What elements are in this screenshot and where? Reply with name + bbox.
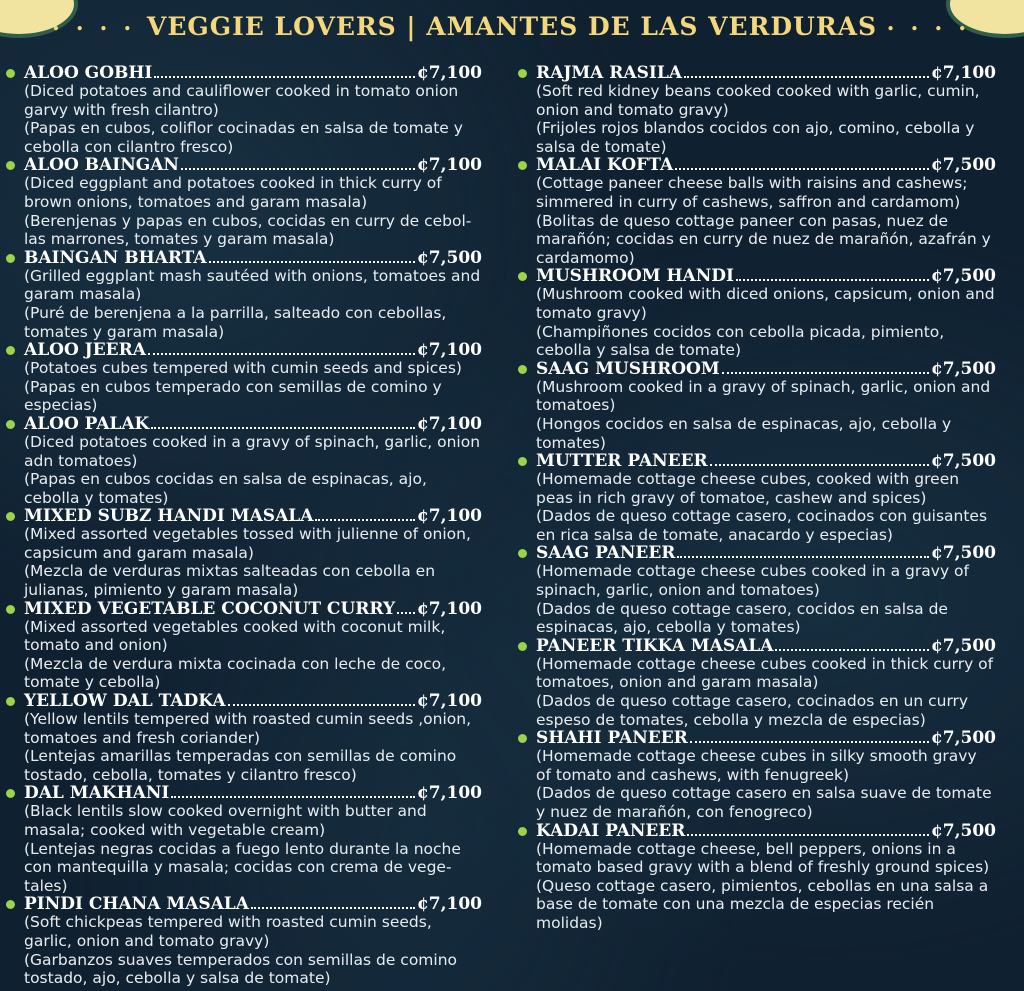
bullet-icon [6,69,15,78]
bullet-icon [518,457,527,466]
bullet-icon [6,512,15,521]
menu-item-description-en: (Homemade cottage cheese cubes in silky smooth gravy of tomato and cashews, with fenugreek) [536,747,977,784]
menu-item-title-row [536,156,996,174]
menu-item-description-es: (Queso cottage casero, pimientos, cebollas en una salsa a base de tomate con una mezcla de especias recién molidas) [536,876,989,932]
menu-item-description-en: (Potatoes cubes tempered with cumin seeds and spices) [24,359,462,378]
menu-item-name: ALOO PALAK [24,413,150,434]
menu-item-description-en: (Mixed assorted vegetables cooked with coconut milk, tomato and onion) [24,617,446,655]
menu-item-title-row [536,360,996,378]
bullet-icon [6,254,15,263]
menu-item-price: ¢7,500 [930,728,996,749]
menu-item-description-es: (Frijoles rojos blandos cocidos con ajo, comino, cebolla y salsa de tomate) [536,119,975,156]
menu-item-description-es: (Garbanzos suaves temperados con semillas de comino tostado, ajo, cebolla y salsa de tomate) [24,950,458,988]
menu-item-description-en: (Mushroom cooked with diced onions, capsicum, onion and tomato gravy) [536,285,995,322]
menu-item [518,544,996,636]
menu-item [518,822,996,933]
menu-item-title-row [24,784,482,802]
section-title: VEGGIE LOVERS | AMANTES DE LAS VERDURAS [146,12,878,41]
menu-item [518,729,996,821]
menu-item-name: SHAHI PANEER [536,728,688,749]
menu-item-description-es: (Papas en cubos, coliflor cocinadas en salsa de tomate y cebolla con cilantro fresco) [24,119,463,156]
menu-item-name: YELLOW DAL TADKA [24,691,226,712]
menu-item [6,249,482,341]
menu-item-description-es: (Papas en cubos temperado con semillas de comino y especias) [24,377,442,415]
menu-item-title-row [536,544,996,562]
dot-leader [315,517,415,521]
menu-item-description-en: (Soft red kidney beans cooked cooked with garlic, cumin, onion and tomato gravy) [536,82,980,119]
menu-item-description-es: (Lentejas amarillas temperadas con semillas de comino tostado, cebolla, tomates y cilantro fresco) [24,747,457,784]
menu-item-description-en: (Black lentils slow cooked overnight with butter and masala; cooked with vegetable cream) [24,802,427,839]
bullet-icon [518,161,527,170]
dot-leader [736,277,929,281]
menu-item-name: PINDI CHANA MASALA [24,894,249,915]
menu-item-description-en: (Homemade cottage cheese cubes cooked in thick curry of tomatoes, onion and garam masala) [536,654,994,692]
bullet-icon [6,697,15,706]
menu-item-title-row [536,452,996,470]
dot-leader [151,425,415,429]
dot-leader [228,702,415,706]
dot-leader [722,370,929,374]
menu-item-price: ¢7,500 [416,247,482,268]
menu-item-title-row [536,729,996,747]
menu-item [6,415,482,507]
menu-item-title-row [24,600,482,618]
menu-item [6,692,482,784]
bullet-icon [518,827,527,836]
menu-item-price: ¢7,100 [416,155,482,176]
bullet-icon [518,365,527,374]
menu-item-price: ¢7,100 [416,340,482,361]
menu-item-price: ¢7,100 [416,691,482,712]
menu-column-right [518,64,996,933]
menu-item [6,64,482,156]
menu-column-left [6,64,482,988]
menu-item-title-row [24,507,482,525]
header-dots-right: • • • • [886,21,973,36]
menu-item [518,64,996,156]
menu-item-title-row [536,637,996,655]
menu-item-description-en: (Grilled eggplant mash sautéed with onions, tomatoes and garam masala) [24,266,481,304]
menu-item-description-en: (Homemade cottage cheese, bell peppers, onions in a tomato based gravy with a blend of freshly ground spices) [536,839,990,877]
menu-item [518,267,996,359]
menu-item-title-row [24,415,482,433]
menu-item-price: ¢7,500 [930,358,996,379]
menu-item-name: KADAI PANEER [536,820,686,841]
dot-leader [675,166,929,170]
menu-item-description-es: (Berenjenas y papas en cubos, cocidas en curry de cebol-las marrones, tomates y garam masala) [24,211,472,249]
bullet-icon [6,900,15,909]
dot-leader [209,259,415,263]
menu-item-description-en: (Cottage paneer cheese balls with raisins and cashews; simmered in curry of cashews, saffron and cardamom) [536,174,968,211]
bullet-icon [6,605,15,614]
menu-item-name: MALAI KOFTA [536,155,674,176]
menu-item-description-es: (Hongos cocidos en salsa de espinacas, ajo, cebolla y tomates) [536,414,952,452]
menu-item-name: RAJMA RASILA [536,63,682,83]
menu-item [518,452,996,544]
menu-item [518,360,996,452]
dot-leader [690,739,929,743]
menu-item-title-row [536,822,996,840]
dot-leader [684,74,929,78]
dot-leader [687,832,929,836]
menu-item-price: ¢7,100 [416,783,482,804]
menu-item-name: SAAG PANEER [536,543,676,564]
menu-item-title-row [24,249,482,267]
menu-item-description-es: (Dados de queso cottage casero en salsa suave de tomate y nuez de marañón, con fenogreco) [536,784,992,821]
menu-item-name: MUTTER PANEER [536,451,708,472]
menu-item [6,895,482,987]
menu-item [6,784,482,895]
menu-item-description-es: (Mezcla de verduras mixtas salteadas con cebolla en julianas, pimiento y garam masala) [24,562,436,600]
menu-item-name: DAL MAKHANI [24,783,170,804]
menu-item-description-en: (Homemade cottage cheese cubes, cooked with green peas in rich gravy of tomatoe, cashew and spices) [536,470,960,507]
menu-item-description-es: (Dados de queso cottage casero, cocinados en un curry espeso de tomates, cebolla y mezcla de especias) [536,692,969,729]
menu-item-name: MUSHROOM HANDI [536,266,734,287]
bullet-icon [6,789,15,798]
menu-item [6,341,482,415]
menu-item-name: BAINGAN BHARTA [24,247,207,268]
menu-item-description-en: (Soft chickpeas tempered with roasted cumin seeds, garlic, onion and tomato gravy) [24,913,432,950]
dot-leader [171,794,415,798]
menu-item-description-en: (Diced potatoes cooked in a gravy of spinach, garlic, onion adn tomatoes) [24,432,481,470]
menu-item-price: ¢7,500 [930,266,996,287]
bullet-icon [6,420,15,429]
menu-item-price: ¢7,500 [930,635,996,656]
menu-item-price: ¢7,100 [416,413,482,434]
menu-item-price: ¢7,100 [416,894,482,915]
menu-item-description-en: (Homemade cottage cheese cubes cooked in a gravy of spinach, garlic, onion and tomatoes) [536,562,969,600]
menu-item-price: ¢7,500 [930,451,996,472]
menu-item-name: PANEER TIKKA MASALA [536,635,774,656]
menu-item-description-es: (Lentejas negras cocidas a fuego lento durante la noche con mantequilla y masala; cocidas con crema de vege-tales) [24,839,461,895]
menu-item-name: SAAG MUSHROOM [536,358,720,379]
bullet-icon [518,549,527,558]
menu-item-title-row [24,692,482,710]
dot-leader [677,554,929,558]
menu-item-description-es: (Mezcla de verdura mixta cocinada con leche de coco, tomate y cebolla) [24,654,447,692]
dot-leader [148,351,415,355]
menu-item-description-es: (Papas en cubos cocidas en salsa de espinacas, ajo, cebolla y tomates) [24,470,427,507]
menu-item-description-en: (Mushroom cooked in a gravy of spinach, garlic, onion and tomatoes) [536,377,991,415]
bullet-icon [518,69,527,78]
menu-item [6,156,482,248]
menu-item-price: ¢7,500 [930,820,996,841]
menu-item [518,637,996,729]
menu-item-name: ALOO JEERA [24,340,146,361]
bullet-icon [6,346,15,355]
menu-item-title-row [24,895,482,913]
section-header [0,12,1024,41]
menu-item-description-es: (Champiñones cocidos con cebolla picada, pimiento, cebolla y salsa de tomate) [536,322,945,360]
dot-leader [710,462,929,466]
menu-item-description-es: (Dados de queso cottage casero, cocidos en salsa de espinacas, ajo, cebolla y tomates) [536,599,948,637]
menu-item-name: MIXED VEGETABLE COCONUT CURRY [24,598,396,619]
header-dots-left: • • • • [51,21,138,36]
dot-leader [154,74,415,78]
menu-item [6,600,482,692]
menu-item-title-row [24,341,482,359]
menu-item-description-es: (Bolitas de queso cottage paneer con pasas, nuez de marañón; cocidas en curry de nuez de marañón, azafrán y cardamomo) [536,211,991,267]
menu-item-price: ¢7,100 [416,598,482,619]
menu-item-name: ALOO BAINGAN [24,155,179,176]
menu-item-description-es: (Dados de queso cottage casero, cocinados con guisantes en rica salsa de tomate, anacardo y especias) [536,507,988,544]
menu-item-price: ¢7,500 [930,543,996,564]
menu-item-title-row [24,64,482,82]
menu-item [518,156,996,267]
dot-leader [251,905,415,909]
dot-leader [181,166,415,170]
bullet-icon [518,734,527,743]
dot-leader [397,610,415,614]
menu-item-name: ALOO GOBHI [24,63,153,83]
menu-item-name: MIXED SUBZ HANDI MASALA [24,506,314,527]
menu-item-description-es: (Puré de berenjena a la parrilla, salteado con cebollas, tomates y garam masala) [24,303,447,341]
menu-item-description-en: (Diced potatoes and cauliflower cooked in tomato onion garvy with fresh cilantro) [24,82,459,119]
menu-item-description-en: (Diced eggplant and potatoes cooked in thick curry of brown onions, tomatoes and garam masala) [24,174,442,211]
menu-item-description-en: (Yellow lentils tempered with roasted cumin seeds ,onion, tomatoes and fresh coriander) [24,710,472,747]
menu-item-title-row [536,267,996,285]
menu-item-price: ¢7,100 [416,506,482,527]
menu-item-price: ¢7,100 [930,63,996,83]
bullet-icon [6,161,15,170]
dot-leader [775,647,929,651]
bullet-icon [518,642,527,651]
bullet-icon [518,272,527,281]
menu-item-title-row [536,64,996,82]
menu-item-price: ¢7,100 [416,63,482,83]
menu-item-description-en: (Mixed assorted vegetables tossed with julienne of onion, capsicum and garam masala) [24,525,471,562]
menu-item-title-row [24,156,482,174]
menu-item [6,507,482,599]
menu-item-price: ¢7,500 [930,155,996,176]
